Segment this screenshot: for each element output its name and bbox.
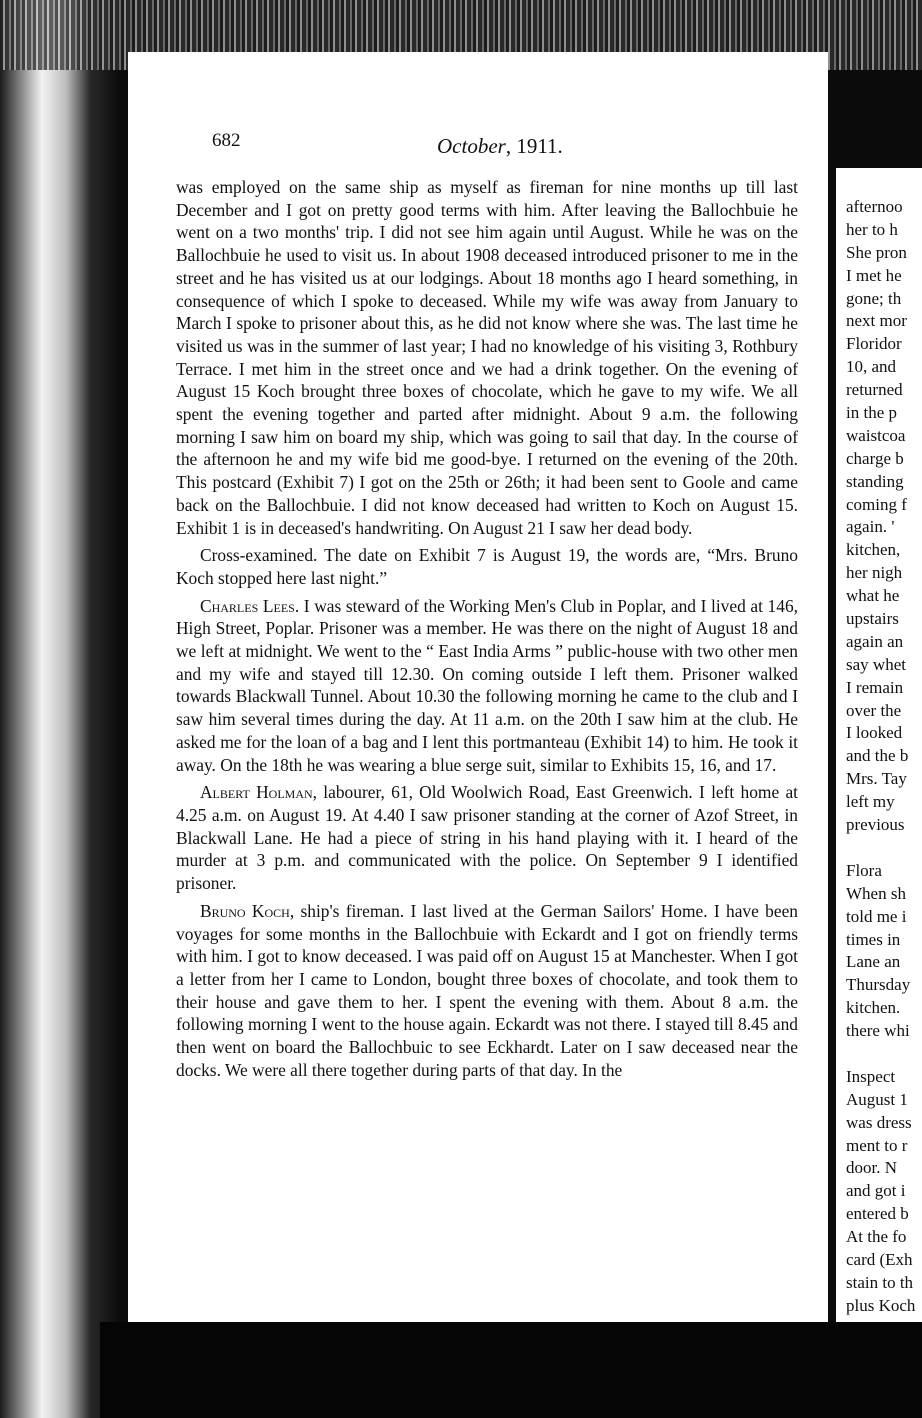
right-page-text [846,196,922,1386]
testimony-holman: labourer, 61, Old Woolwich Road, East Greenwich. I left home at 4.25 a.m. on August 19. At 4.40 I saw prisoner standing at the corner of Azof Street, in Blackwall Lane. He had a piece of string in his hand playing with it. I heard of the murder at 3 p.m. and communicated with the police. On September 9 I identified prisoner. [176,782,798,894]
right-page-line: 10, and [846,357,897,377]
right-page-line: kitchen. [846,998,901,1018]
right-page-line: charge b [846,448,904,468]
right-page-line: gone; th [846,288,902,308]
right-page-line: I met he [846,265,902,285]
right-page-line: entered b [846,1204,909,1224]
testimony-koch: ship's fireman. I last lived at the German Sailors' Home. I have been voyages for some months in the Ballochbuie with Eckardt and I got on friendly terms with him. I got to know deceased. I was paid off on August 15 at Manchester. When I got a letter from her I came to London, bought three boxes of chocolate, and took them to their house and gave them to her. I spent the evening with them. About 8 a.m. the following morning I went to the house again. Eckardt was not there. I stayed till 8.45 and then went on board the Ballochbuic to see Eckhardt. Later on I saw deceased near the docks. We were all there together during parts of that day. In the [176,900,798,1080]
page-title [437,134,563,159]
right-page-line: Floridor [846,334,902,354]
right-page-line: next mor [846,311,907,331]
right-page-line: She pron [846,242,907,262]
right-page-line: card (Exh [846,1249,913,1269]
right-page-line: in the p [846,403,897,423]
right-page-line: Lane an [846,952,901,972]
witness-name-lees: Charles Lees. [200,595,300,616]
right-page-line: stain to th [846,1272,914,1292]
paragraph-1: was employed on the same ship as myself as fireman for nine months up till last December and I got on pretty good terms with him. After leaving the Ballochbuie he went on a two months' trip. I did not see him again until August. While he was on the Ballochbuie he used to visit us. In about 1908 deceased introduced prisoner to me in the street and he has visited us at our lodgings. About 18 months ago I heard something, in consequence of which I spoke to deceased. While my wife was away from January to March I spoke to prisoner about this, as he did not know where she was. The last time he visited us was in the summer of last year; I had no knowledge of his visiting 3, Rothbury Terrace. I met him in the street once and we had a drink together. On the evening of August 15 Koch brought three boxes of chocolate, which he gave to my wife. We all spent the evening together and parted after midnight. About 9 a.m. the following morning I saw him on board my ship, which was going to sail that day. In the course of the afternoon he and my wife bid me good-bye. I returned on the evening of the 20th. This postcard (Exhibit 7) I got on the 25th or 26th; it had been sent to Goole and came back on the Ballochbuie. I did not know deceased had written to Koch on August 15. Exhibit 1 is in deceased's handwriting. On August 21 I saw her dead body. [176,177,798,538]
witness-name-holman: Albert Holman, [200,782,318,803]
right-page-line: her to h [846,219,898,239]
title-year: , 1911. [505,134,563,158]
right-page-line: again an [846,631,904,651]
right-page-line: there whi [846,1021,910,1041]
right-page-line: Flora [846,860,882,880]
right-page-line: what he [846,586,900,606]
page-number: 682 [212,130,241,151]
right-page-line: and the b [846,746,909,766]
right-page-line: waistcoa [846,425,906,445]
right-page-line: her nigh [846,563,903,583]
right-page-line: ment to r [846,1135,908,1155]
right-page-line: I remain [846,677,904,697]
right-page-line: I looked [846,723,903,743]
paragraph-4 [176,781,798,895]
witness-name-koch: Bruno Koch, [200,900,295,921]
right-page-line: told me i [846,906,907,926]
scan-margin-left [0,0,120,1418]
right-page-line: August 1 [846,1089,908,1109]
right-page-line: was dress [846,1112,912,1132]
right-page-line [846,1043,922,1066]
right-page-line: returned [846,380,903,400]
right-page-line: kitchen, [846,540,901,560]
title-month: October [437,134,506,158]
scan-edge-bottom [100,1322,922,1418]
paragraph-5 [176,900,798,1082]
right-page-line: say whet [846,654,906,674]
right-page-line: plus Koch [846,1295,916,1315]
right-page-line: upstairs [846,609,899,629]
right-page-line: previous [846,815,905,835]
right-page-line: Mrs. Tay [846,769,907,789]
right-page-line: When sh [846,883,906,903]
right-page-line: At the fo [846,1227,907,1247]
right-page-line: standing [846,471,904,491]
right-page-line: again. ' [846,517,895,537]
right-page-line: door. N [846,1158,897,1178]
paragraph-3 [176,595,798,777]
right-page-line: over the [846,700,902,720]
body-text [176,176,798,1081]
right-page-line: times in [846,929,901,949]
right-page-line: Thursday [846,975,911,995]
right-page-line: and got i [846,1181,906,1201]
right-page-line [846,837,922,860]
paragraph-2: Cross-examined. The date on Exhibit 7 is August 19, the words are, “Mrs. Bruno Koch stopped here last night.” [176,545,798,588]
right-page-line: left my [846,792,895,812]
right-page-line: coming f [846,494,907,514]
page-header [212,130,812,170]
right-page-line: afternoo [846,197,903,216]
right-page-line: Inspect [846,1066,896,1086]
testimony-lees: I was steward of the Working Men's Club in Poplar, and I lived at 146, High Street, Poplar. Prisoner was a member. He was there on the night of August 18 and we left at midnight. We went to the “ East India Arms ” public-house with two other men and my wife and stayed till 12.30. On coming outside I left them. Prisoner walked towards Blackwall Tunnel. About 10.30 the following morning he came to the club and I saw him several times during the day. At 11 a.m. on the 20th I saw him at the club. He asked me for the loan of a bag and I lent this portmanteau (Exhibit 14) to him. He took it away. On the 18th he was wearing a blue serge suit, similar to Exhibits 15, 16, and 17. [176,595,798,775]
